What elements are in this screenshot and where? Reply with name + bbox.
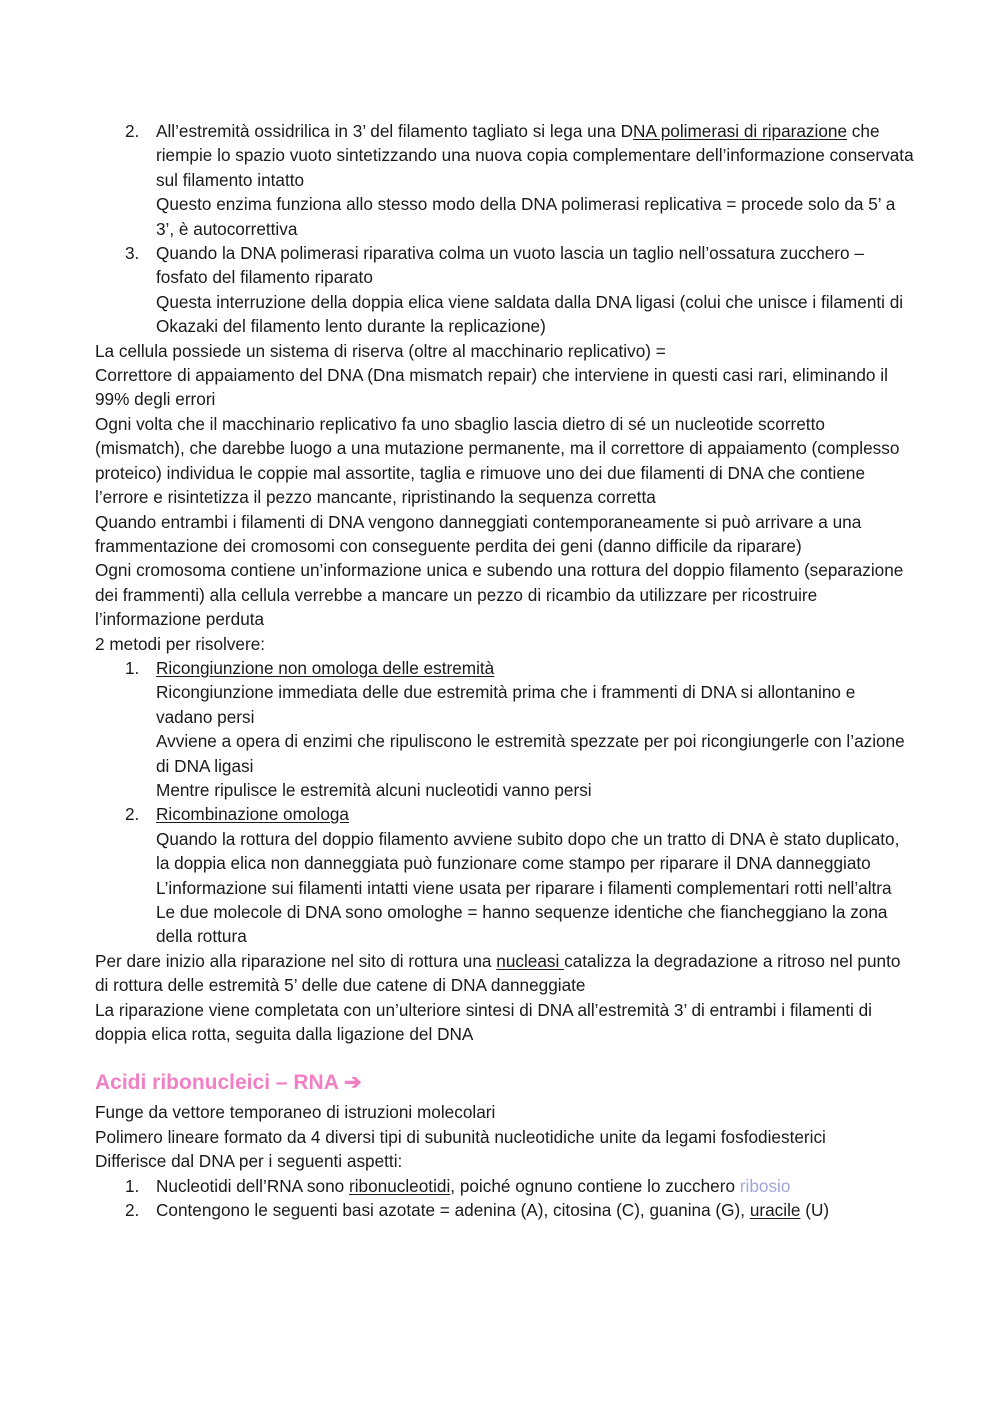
underlined-term: ribonucleotidi <box>348 1175 451 1196</box>
list-number: 3. <box>125 243 140 264</box>
list-item: 2. Contengono le seguenti basi azotate = adenina (A), citosina (C), guanina (G), uracile (U) <box>95 1198 915 1222</box>
method-title: Ricombinazione omologa <box>156 804 349 825</box>
list-item-note: Questa interruzione della doppia elica viene saldata dalla DNA ligasi (colui che unisce i filamenti di Okazaki del filamento lento durante la replicazione) <box>156 291 904 337</box>
paragraph: Correttore di appaiamento del DNA (Dna mismatch repair) che interviene in questi casi rari, eliminando il 99% degli errori <box>95 365 888 410</box>
list-item: 1. Nucleotidi dell’RNA sono ribonucleotidi, poiché ognuno contiene lo zucchero ribosio <box>95 1174 915 1198</box>
paragraph: La cellula possiede un sistema di riserva (oltre al macchinario replicativo) = <box>95 340 666 361</box>
list-item-note: Questo enzima funziona allo stesso modo della DNA polimerasi replicativa = procede solo da 5’ a 3’, è autocorrettiva <box>156 194 896 239</box>
method-title: Ricongiunzione non omologa delle estremità <box>156 657 495 678</box>
paragraph: Funge da vettore temporaneo di istruzioni molecolari <box>95 1102 496 1123</box>
underlined-term: NA polimerasi di riparazione <box>633 121 848 141</box>
paragraph: Ogni cromosoma contiene un’informazione unica e subendo una rottura del doppio filamento (separazione dei frammenti) alla cellula verrebbe a mancare un pezzo di ricambio da utilizzare per ricostruire l’informazione perduta <box>95 560 904 630</box>
list-number: 1. <box>125 657 140 678</box>
rna-differences-list <box>95 1174 915 1223</box>
list-number: 2. <box>125 121 140 141</box>
list-item: 1. Ricongiunzione non omologa delle estremità Ricongiunzione immediata delle due estremità prima che i frammenti di DNA si allontanino e vadano persi Avviene a opera di enzimi che ripuliscono le estremità spezzate per poi ricongiungerle con l’azione di DNA ligasi Mentre ripulisce le estremità alcuni nucleotidi vanno persi <box>125 657 905 800</box>
paragraph: Polimero lineare formato da 4 diversi tipi di subunità nucleotidiche unite da legami fosfodiesterici <box>95 1126 826 1147</box>
arrow-right-icon: ➔ <box>343 1071 362 1095</box>
paragraph: Ogni volta che il macchinario replicativo fa uno sbaglio lascia dietro di sé un nucleotide scorretto (mismatch), che darebbe luogo a una mutazione permanente, ma il correttore di appaiamento (complesso proteico) individua le coppie mal assortite, taglia e rimuove uno dei due filamenti di DNA che contiene l’errore e risintetizza il pezzo mancante, ripristinando la sequenza corretta <box>95 413 900 508</box>
repair-steps-list <box>95 119 915 339</box>
list-item: 2. All’estremità ossidrilica in 3’ del filamento tagliato si lega una DNA polimerasi di riparazione che riempie lo spazio vuoto sintetizzando una nuova copia complementare dell’informazione conservata sul filamento intatto Questo enzima funziona allo stesso modo della DNA polimerasi replicativa = procede solo da 5’ a 3’, è autocorrettiva <box>95 119 915 241</box>
paragraph: 2 metodi per risolvere: <box>95 633 266 654</box>
list-item: 3. Quando la DNA polimerasi riparativa colma un vuoto lascia un taglio nell’ossatura zucchero – fosfato del filamento riparato Questa interruzione della doppia elica viene saldata dalla DNA ligasi (colui che unisce i filamenti di Okazaki del filamento lento durante la replicazione) <box>95 241 915 339</box>
paragraph: La riparazione viene completata con un’ulteriore sintesi di DNA all’estremità 3’ di entrambi i filamenti di doppia elica rotta, seguita dalla ligazione del DNA <box>95 999 872 1045</box>
paragraph: Per dare inizio alla riparazione nel sito di rottura una nucleasi catalizza la degradazione a ritroso nel punto di rottura delle estremità 5’ delle due catene di DNA danneggiate <box>95 950 901 996</box>
section-heading: Acidi ribonucleici – RNA ➔ <box>95 1071 362 1095</box>
repair-methods-list <box>95 656 915 949</box>
document-page <box>95 119 915 1222</box>
paragraph: Differisce dal DNA per i seguenti aspetti: <box>95 1151 403 1172</box>
list-item: 2. Ricombinazione omologa Quando la rottura del doppio filamento avviene subito dopo che un tratto di DNA è stato duplicato, la doppia elica non danneggiata può funzionare come stampo per riparare il DNA danneggiato L’informazione sui filamenti intatti viene usata per riparare i filamenti complementari rotti nell’altra Le due molecole di DNA sono omologhe = hanno sequenze identiche che fiancheggiano la zona della rottura <box>125 804 900 947</box>
list-number: 1. <box>125 1175 140 1196</box>
paragraph: Quando entrambi i filamenti di DNA vengono danneggiati contemporaneamente si può arrivare a una frammentazione dei cromosomi con conseguente perdita dei geni (danno difficile da riparare) <box>95 511 862 556</box>
underlined-term: uracile <box>749 1200 801 1221</box>
list-number: 2. <box>125 1200 140 1221</box>
highlighted-term: ribosio <box>739 1175 791 1196</box>
list-number: 2. <box>125 804 140 825</box>
underlined-term: nucleasi <box>496 950 565 971</box>
